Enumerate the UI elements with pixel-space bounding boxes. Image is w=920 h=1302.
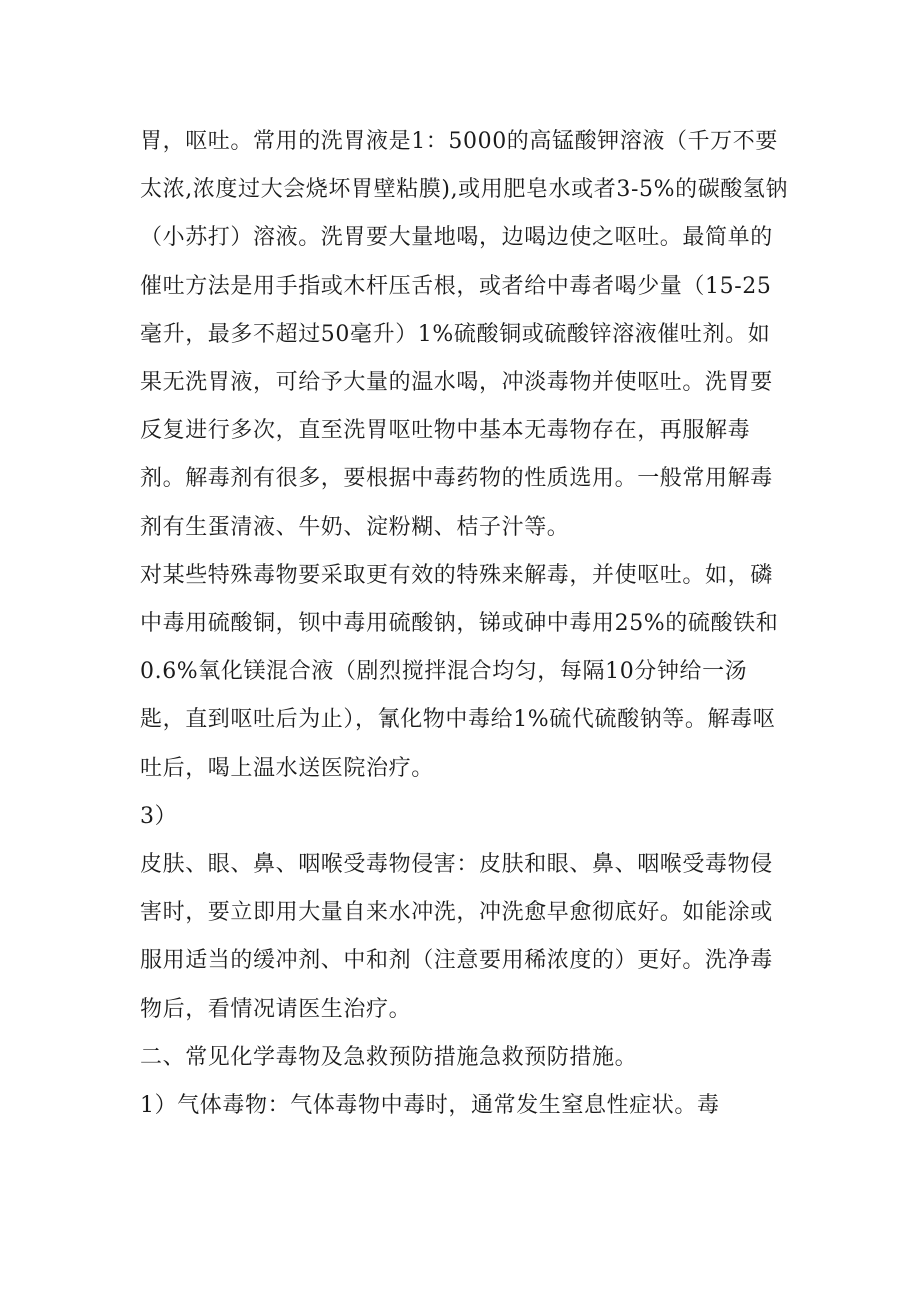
list-marker-3: 3） xyxy=(140,803,178,829)
paragraph-special-antidotes: 对某些特殊毒物要采取更有效的特殊来解毒，并使呕吐。如，磷中毒用硫酸铜，钡中毒用硫酸钠，锑或砷中毒用25%的硫酸铁和0.6%氧化镁混合液（剧烈搅拌混合均匀，每隔10分钟给一汤匙，直到呕吐后为止），氰化物中毒给1%硫代硫酸钠等。解毒呕吐后，喝上温水送医院治疗。 xyxy=(140,562,779,781)
paragraph-gastric-lavage: 胃，呕吐。常用的洗胃液是1：5000的高锰酸钾溶液（千万不要太浓,浓度过大会烧坏胃壁粘膜),或用肥皂水或者3-5%的碳酸氢钠（小苏打）溶液。洗胃要大量地喝，边喝边使之呕吐。最简单的催吐方法是用手指或木杆压舌根，或者给中毒者喝少量（15-25毫升，最多不超过50毫升）1%硫酸铜或硫酸锌溶液催吐剂。如果无洗胃液，可给予大量的温水喝，冲淡毒物并使呕吐。洗胃要反复进行多次，直至洗胃呕吐物中基本无毒物存在，再服解毒剂。解毒剂有很多，要根据中毒药物的性质选用。一般常用解毒剂有生蛋清液、牛奶、淀粉糊、桔子汁等。 xyxy=(140,129,789,540)
paragraph-gas-poisons: 1）气体毒物：气体毒物中毒时，通常发生窒息性症状。毒 xyxy=(140,1093,720,1119)
section-heading-2: 二、常见化学毒物及急救预防措施急救预防措施。 xyxy=(140,1044,638,1070)
document-body xyxy=(140,118,790,1130)
paragraph-skin-eye-exposure: 皮肤、眼、鼻、咽喉受毒物侵害：皮肤和眼、鼻、咽喉受毒物侵害时，要立即用大量自来水冲洗，冲洗愈早愈彻底好。如能涂或服用适当的缓冲剂、中和剂（注意要用稀浓度的）更好。洗净毒物后，看情况请医生治疗。 xyxy=(140,852,773,1022)
